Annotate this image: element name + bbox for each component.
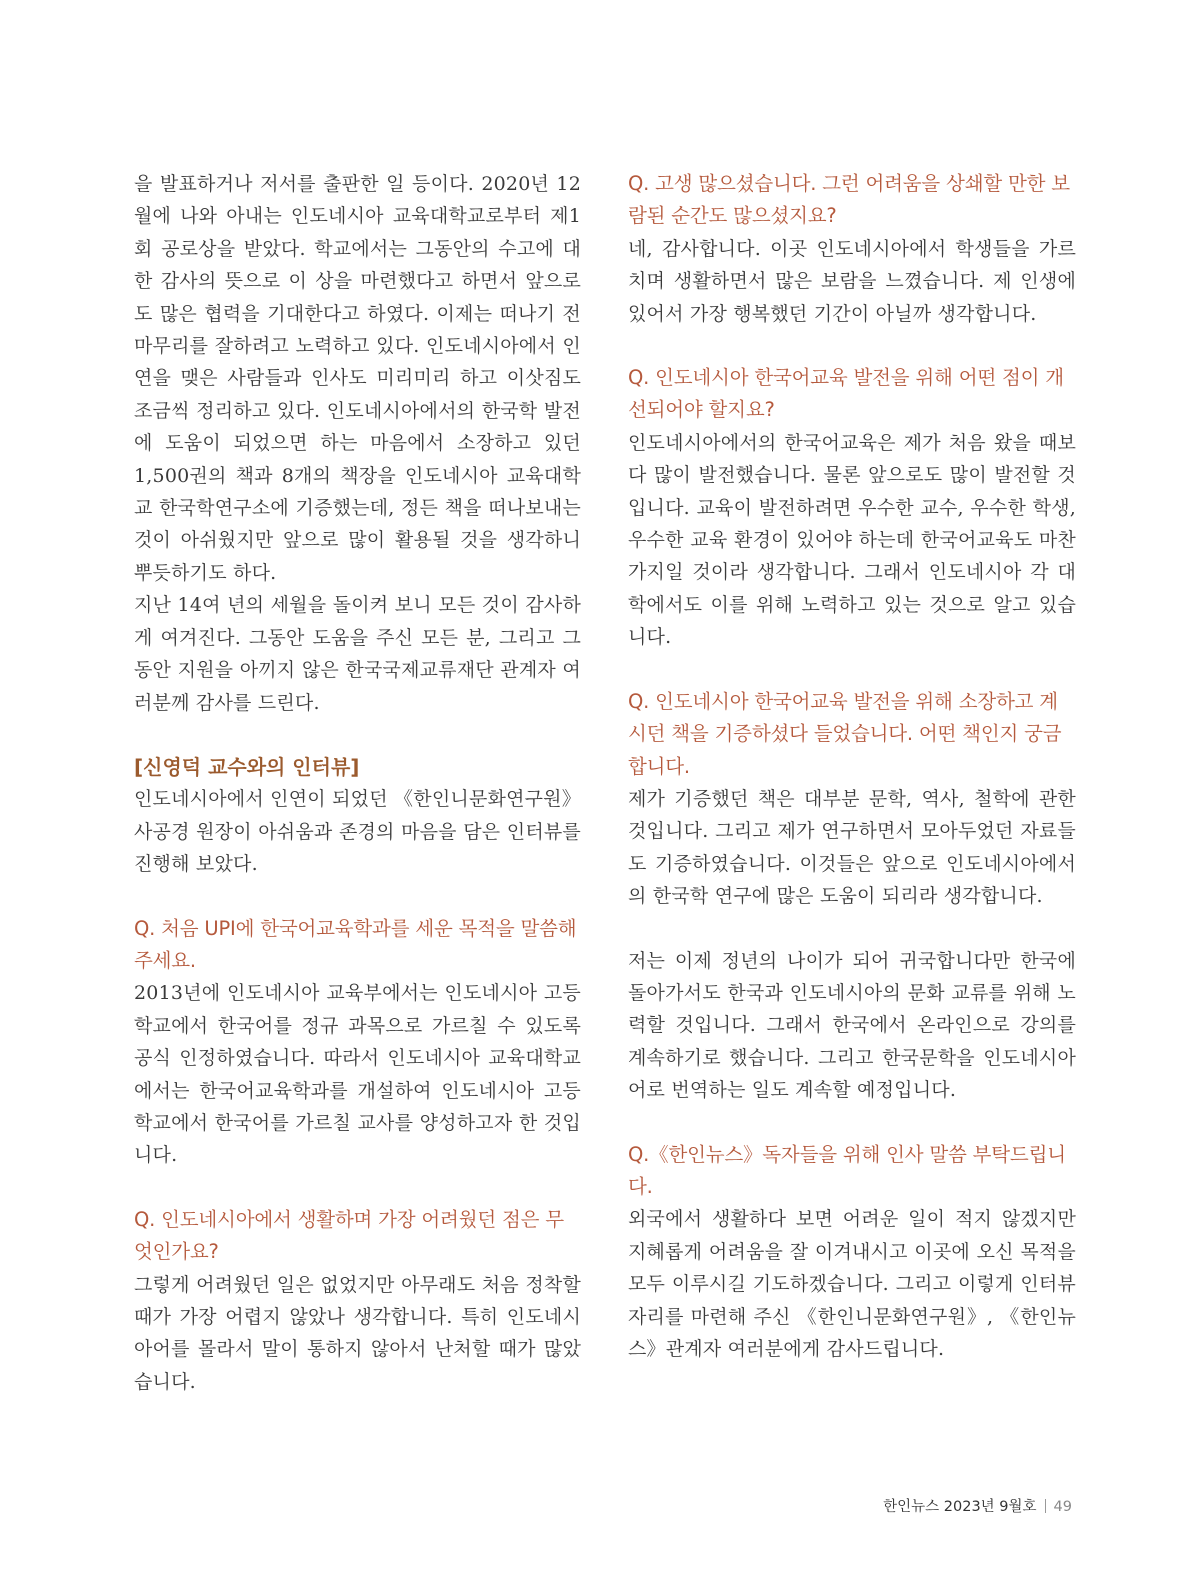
answer: 그렇게 어려웠던 일은 없었지만 아무래도 처음 정착할 때가 가장 어렵지 않았나 생각합니다. 특히 인도네시아어를 몰라서 말이 통하지 않아서 난처할 때가 많았습니다.	[134, 1273, 581, 1393]
page-number: 49	[1053, 1499, 1072, 1515]
question: Q. 처음 UPI에 한국어교육학과를 세운 목적을 말씀해 주세요.	[134, 916, 577, 972]
answer: 인도네시아에서의 한국어교육은 제가 처음 왔을 때보다 많이 발전했습니다. 물론 앞으로도 많이 발전할 것입니다. 교육이 발전하려면 우수한 교수, 우수한 학생, 우수한 교육 환경이 있어야 하는데 한국어교육도 마찬가지일 것이라 생각합니다. 그래서 인도네시아 각 대학에서도 이를 위해 노력하고 있는 것으로 알고 있습니다.	[628, 431, 1076, 649]
question: Q. 인도네시아 한국어교육 발전을 위해 소장하고 계시던 책을 기증하셨다 들었습니다. 어떤 책인지 궁금합니다.	[628, 689, 1062, 778]
paragraph: 지난 14여 년의 세월을 돌이켜 보니 모든 것이 감사하게 여겨진다. 그동안 도움을 주신 모든 분, 그리고 그동안 지원을 아끼지 않은 한국국제교류재단 관계자 여러분께 감사를 드린다.	[134, 594, 581, 714]
right-column	[628, 168, 1076, 1365]
answer: 2013년에 인도네시아 교육부에서는 인도네시아 고등학교에서 한국어를 정규 과목으로 가르칠 수 있도록 공식 인정하였습니다. 따라서 인도네시아 교육대학교에서는 한국어교육학과를 개설하여 인도네시아 고등학교에서 한국어를 가르칠 교사를 양성하고자 한 것입니다.	[134, 982, 581, 1167]
question: Q. 인도네시아 한국어교육 발전을 위해 어떤 점이 개선되어야 할지요?	[628, 366, 1064, 422]
left-column	[134, 168, 581, 1398]
question: Q. 인도네시아에서 생활하며 가장 어려웠던 점은 무엇인가요?	[134, 1207, 564, 1264]
question: Q.《한인뉴스》독자들을 위해 인사 말씀 부탁드립니다.	[628, 1142, 1066, 1198]
page-footer	[883, 1495, 1072, 1516]
answer: 외국에서 생활하다 보면 어려운 일이 적지 않겠지만 지혜롭게 어려움을 잘 이겨내시고 이곳에 오신 목적을 모두 이루시길 기도하겠습니다. 그리고 이렇게 인터뷰 자리를 마련해 주신 《한인니문화연구원》, 《한인뉴스》관계자 여러분에게 감사드립니다.	[628, 1208, 1076, 1360]
answer: 저는 이제 정년의 나이가 되어 귀국합니다만 한국에 돌아가서도 한국과 인도네시아의 문화 교류를 위해 노력할 것입니다. 그래서 한국에서 온라인으로 강의를 계속하기로 했습니다. 그리고 한국문학을 인도네시아어로 번역하는 일도 계속할 예정입니다.	[628, 949, 1076, 1102]
answer: 네, 감사합니다. 이곳 인도네시아에서 학생들을 가르치며 생활하면서 많은 보람을 느꼈습니다. 제 인생에 있어서 가장 행복했던 기간이 아닐까 생각합니다.	[628, 237, 1076, 325]
paragraph: 을 발표하거나 저서를 출판한 일 등이다. 2020년 12월에 나와 아내는 인도네시아 교육대학교로부터 제1회 공로상을 받았다. 학교에서는 그동안의 수고에 대한 감사의 뜻으로 이 상을 마련했다고 하면서 앞으로도 많은 협력을 기대한다고 하였다. 이제는 떠나기 전 마무리를 잘하려고 노력하고 있다. 인도네시아에서 인연을 맺은 사람들과 인사도 미리미리 하고 이삿짐도 조금씩 정리하고 있다. 인도네시아에서의 한국학 발전에 도움이 되었으면 하는 마음에서 소장하고 있던 1,500권의 책과 8개의 책장을 인도네시아 교육대학교 한국학연구소에 기증했는데, 정든 책을 떠나보내는 것이 아쉬웠지만 앞으로 많이 활용될 것을 생각하니 뿌듯하기도 하다.	[134, 173, 581, 584]
interview-intro: 인도네시아에서 인연이 되었던 《한인니문화연구원》 사공경 원장이 아쉬움과 존경의 마음을 담은 인터뷰를 진행해 보았다.	[134, 788, 581, 876]
answer: 제가 기증했던 책은 대부분 문학, 역사, 철학에 관한 것입니다. 그리고 제가 연구하면서 모아두었던 자료들도 기증하였습니다. 이것들은 앞으로 인도네시아에서의 한국학 연구에 많은 도움이 되리라 생각합니다.	[628, 787, 1076, 908]
question: Q. 고생 많으셨습니다. 그런 어려움을 상쇄할 만한 보람된 순간도 많으셨지요?	[628, 172, 1070, 228]
section-title: [신영덕 교수와의 인터뷰]	[134, 754, 360, 779]
issue-label: 한인뉴스 2023년 9월호	[883, 1499, 1037, 1515]
footer-divider	[1045, 1499, 1046, 1513]
